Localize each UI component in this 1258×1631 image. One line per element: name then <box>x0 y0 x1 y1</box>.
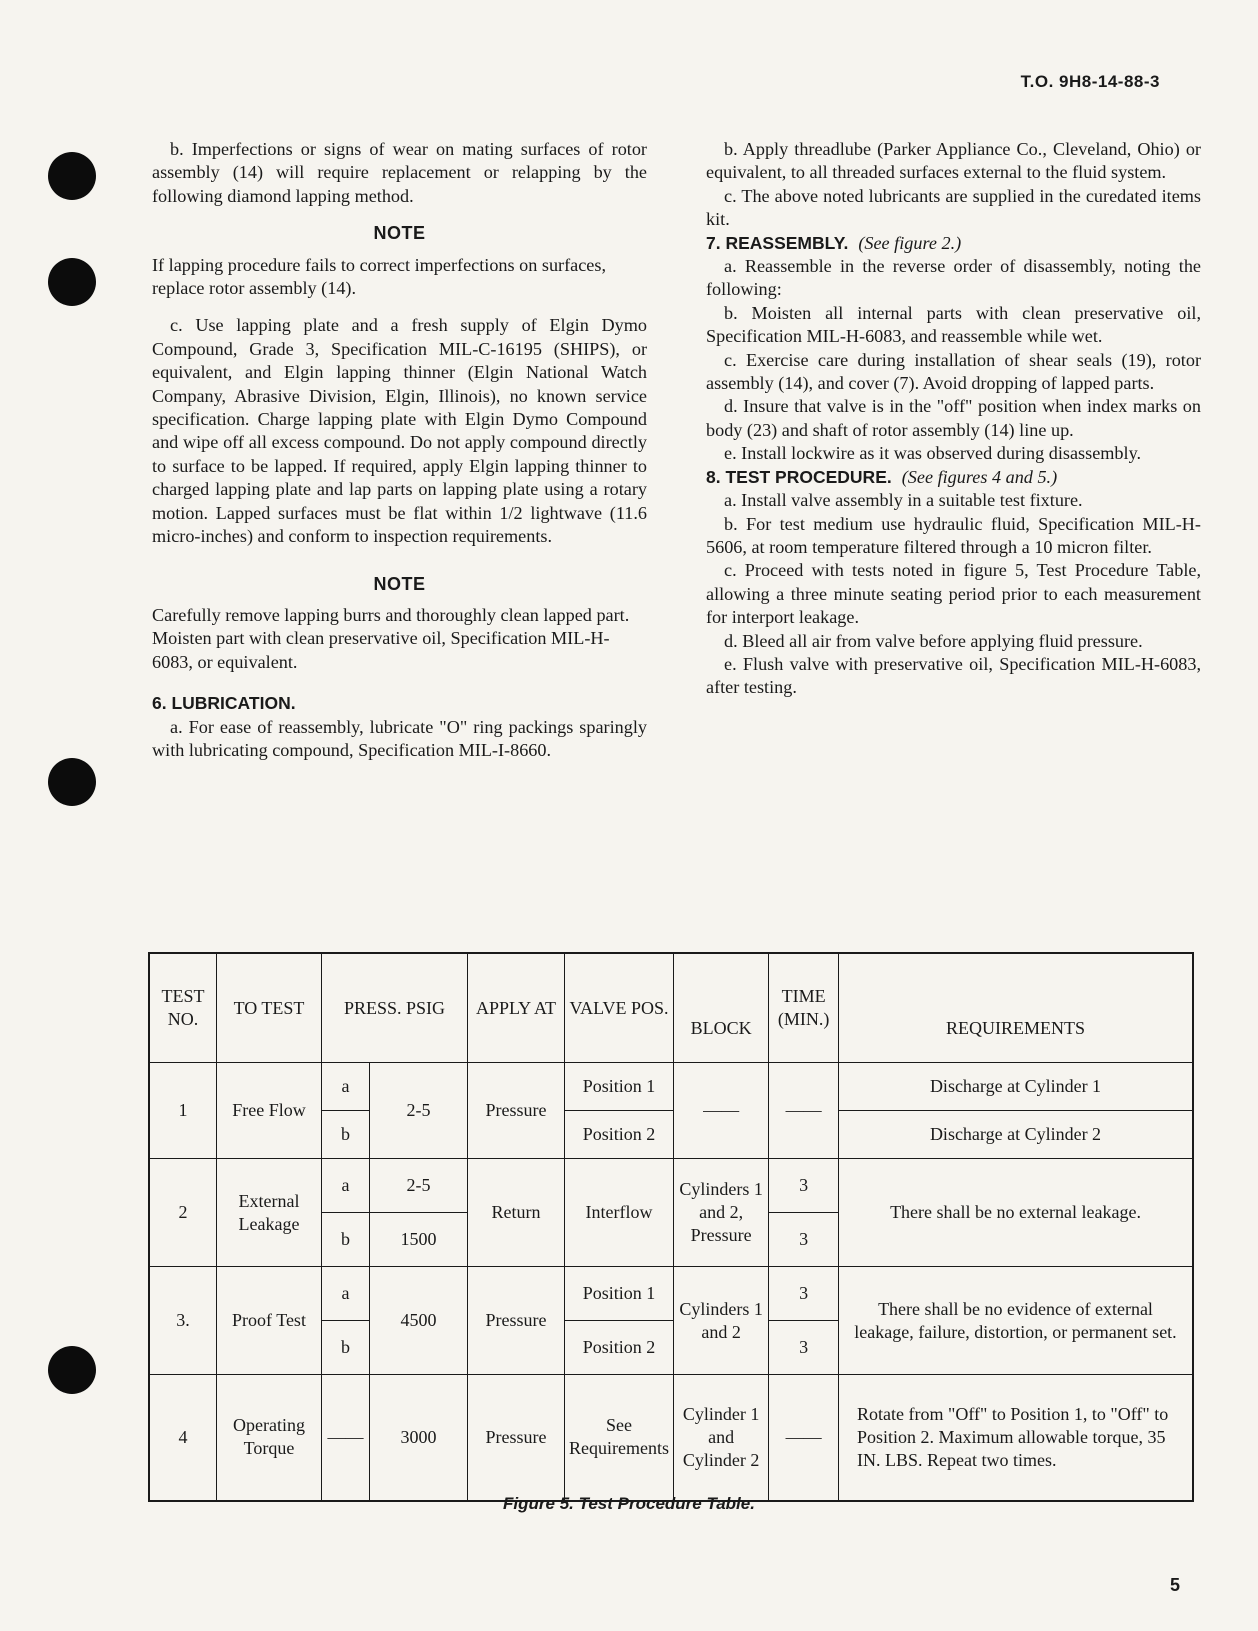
binder-hole <box>48 1346 96 1394</box>
cell-block: Cylinders 1 and 2, Pressure <box>673 1159 768 1267</box>
header-press: PRESS. PSIG <box>322 953 468 1063</box>
cell-apply-at: Return <box>467 1159 564 1267</box>
cell-time: 3 <box>769 1213 839 1267</box>
paragraph: c. Proceed with tests noted in figure 5, Test Procedure Table, allowing a three minute seating period prior to each measurement for interport leakage. <box>706 560 1201 628</box>
cell-valve-pos: Position 1 <box>564 1267 673 1321</box>
header-apply-at: APPLY AT <box>467 953 564 1063</box>
note-text: Carefully remove lapping burrs and thoroughly clean lapped part. Moisten part with clean preservative oil, Specification MIL-H-6083, or equivalent. <box>152 604 630 672</box>
paragraph: e. Flush valve with preservative oil, Specification MIL-H-6083, after testing. <box>706 653 1201 698</box>
paragraph-c: c. Use lapping plate and a fresh supply of Elgin Dymo Compound, Grade 3, Specification MIL-C-16195 (SHIPS), or equivalent, and Elgin lapping thinner (Elgin National Watch Company, Abrasive Division, Elgin, Illinois), no known service specification. Charge lapping plate with Elgin Dymo Compound and wipe off all excess compound. Do not apply compound directly to surface to be lapped. If required, apply Elgin lapping thinner to charged lapping plate and lap parts on lapping plate using a rotary motion. Lapped surfaces must be flat within 1/2 lightwave (11.6 micro-inches) and conform to inspection requirements. <box>152 315 647 547</box>
test-procedure-table <box>148 952 1194 1502</box>
cell-apply-at: Pressure <box>467 1375 564 1501</box>
cell-press: 3000 <box>369 1375 467 1501</box>
cell-sub: a <box>322 1063 370 1111</box>
cell-to-test: Operating Torque <box>216 1375 321 1501</box>
cell-valve-pos: Position 2 <box>564 1321 673 1375</box>
cell-time: —— <box>769 1375 839 1501</box>
cell-press: 4500 <box>369 1267 467 1375</box>
table-row <box>149 1063 1193 1111</box>
cell-to-test: Proof Test <box>216 1267 321 1375</box>
paragraph-c: c. The above noted lubricants are supplied in the curedated items kit. <box>706 185 1201 230</box>
header-requirements: REQUIREMENTS <box>839 953 1194 1063</box>
paragraph: d. Insure that valve is in the "off" position when index marks on body (23) and shaft of rotor assembly (14) line up. <box>706 396 1201 440</box>
cell-valve-pos: Position 1 <box>564 1063 673 1111</box>
paragraph: d. Bleed all air from valve before applying fluid pressure. <box>724 630 1143 651</box>
cell-sub: b <box>322 1321 370 1375</box>
cell-test-no: 2 <box>149 1159 216 1267</box>
section-title: 8. TEST PROCEDURE. <box>706 466 892 487</box>
cell-sub: b <box>322 1111 370 1159</box>
cell-time: 3 <box>769 1267 839 1321</box>
cell-test-no: 4 <box>149 1375 216 1501</box>
cell-sub: a <box>322 1267 370 1321</box>
binder-hole <box>48 758 96 806</box>
section-6-heading <box>152 692 647 715</box>
paragraph: a. Install valve assembly in a suitable test fixture. <box>724 490 1083 511</box>
cell-valve-pos: See Requirements <box>564 1375 673 1501</box>
cell-valve-pos: Position 2 <box>564 1111 673 1159</box>
header-valve-pos: VALVE POS. <box>564 953 673 1063</box>
cell-press: 1500 <box>369 1213 467 1267</box>
cell-press: 2-5 <box>369 1063 467 1159</box>
page-number: 5 <box>1170 1575 1181 1595</box>
cell-valve-pos: Interflow <box>564 1159 673 1267</box>
note-text: If lapping procedure fails to correct imperfections on surfaces, replace rotor assembly (14). <box>152 254 606 299</box>
note-heading: NOTE <box>373 223 426 244</box>
cell-time: 3 <box>769 1321 839 1375</box>
cell-sub: b <box>322 1213 370 1267</box>
table-header-row <box>149 953 1193 1063</box>
right-column <box>706 138 1201 700</box>
header-test-no: TEST NO. <box>149 953 216 1063</box>
binder-hole <box>48 258 96 306</box>
document-number: T.O. 9H8-14-88-3 <box>1020 72 1160 91</box>
cell-time: —— <box>769 1063 839 1159</box>
cell-apply-at: Pressure <box>467 1267 564 1375</box>
binder-hole <box>48 152 96 200</box>
cell-sub: a <box>322 1159 370 1213</box>
cell-block: Cylinder 1 and Cylinder 2 <box>673 1375 768 1501</box>
table-row <box>149 1159 1193 1213</box>
cell-to-test: External Leakage <box>216 1159 321 1267</box>
cell-test-no: 3. <box>149 1267 216 1375</box>
paragraph: c. Exercise care during installation of shear seals (19), rotor assembly (14), and cover (7). Avoid dropping of lapped parts. <box>706 349 1201 394</box>
cell-block: Cylinders 1 and 2 <box>673 1267 768 1375</box>
section-8-heading <box>706 466 1201 489</box>
cell-requirements: Rotate from "Off" to Position 1, to "Off" to Position 2. Maximum allowable torque, 35 IN. LBS. Repeat two times. <box>839 1375 1194 1501</box>
paragraph-b: b. Apply threadlube (Parker Appliance Co., Cleveland, Ohio) or equivalent, to all threaded surfaces external to the fluid system. <box>706 139 1201 183</box>
paragraph: b. For test medium use hydraulic fluid, Specification MIL-H-5606, at room temperature filtered through a 10 micron filter. <box>706 513 1201 557</box>
cell-requirements: Discharge at Cylinder 2 <box>839 1111 1194 1159</box>
header-block: BLOCK <box>673 953 768 1063</box>
figure-caption: Figure 5. Test Procedure Table. <box>503 1494 755 1513</box>
paragraph: a. Reassemble in the reverse order of disassembly, noting the following: <box>706 256 1201 300</box>
cell-requirements: Discharge at Cylinder 1 <box>839 1063 1194 1111</box>
cell-block: —— <box>673 1063 768 1159</box>
table-row <box>149 1267 1193 1321</box>
cell-time: 3 <box>769 1159 839 1213</box>
cell-requirements: There shall be no evidence of external leakage, failure, distortion, or permanent set. <box>839 1267 1194 1375</box>
section-title: 6. LUBRICATION. <box>152 693 296 714</box>
section-reference: (See figures 4 and 5.) <box>901 466 1058 487</box>
section-reference: (See figure 2.) <box>858 232 962 253</box>
cell-to-test: Free Flow <box>216 1063 321 1159</box>
table-row <box>149 1375 1193 1501</box>
section-title: 7. REASSEMBLY. <box>706 232 849 253</box>
paragraph: a. For ease of reassembly, lubricate "O" ring packings sparingly with lubricating compound, Specification MIL-I-8660. <box>152 716 647 760</box>
header-to-test: TO TEST <box>216 953 321 1063</box>
left-column <box>152 138 647 762</box>
paragraph: e. Install lockwire as it was observed during disassembly. <box>724 443 1142 464</box>
note-heading: NOTE <box>373 573 426 594</box>
paragraph: b. Moisten all internal parts with clean preservative oil, Specification MIL-H-6083, and reassemble while wet. <box>706 302 1201 347</box>
section-7-heading <box>706 232 1201 255</box>
cell-test-no: 1 <box>149 1063 216 1159</box>
cell-sub: —— <box>322 1375 370 1501</box>
header-time: TIME (MIN.) <box>769 953 839 1063</box>
paragraph-b: b. Imperfections or signs of wear on mating surfaces of rotor assembly (14) will require replacement or relapping by the following diamond lapping method. <box>152 139 647 206</box>
cell-requirements: There shall be no external leakage. <box>839 1159 1194 1267</box>
cell-apply-at: Pressure <box>467 1063 564 1159</box>
cell-press: 2-5 <box>369 1159 467 1213</box>
